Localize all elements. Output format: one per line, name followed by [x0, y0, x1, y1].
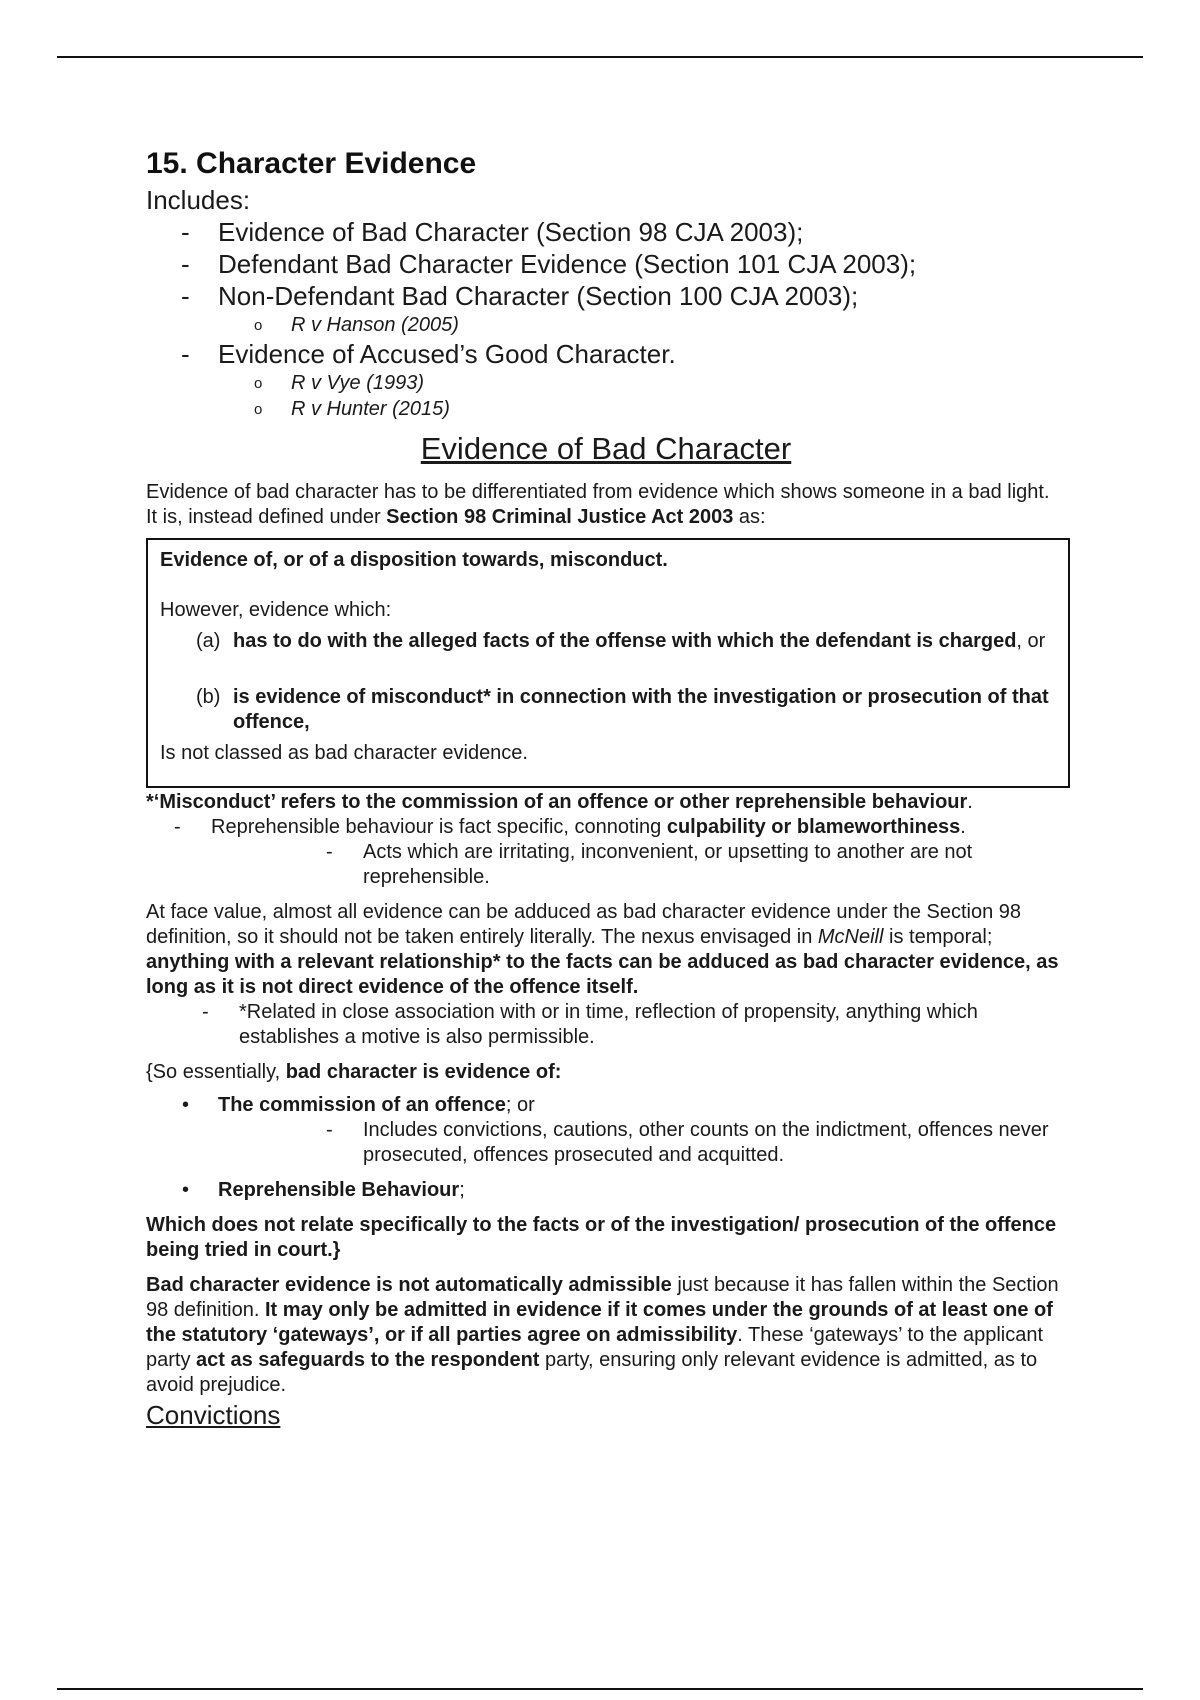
intro-text: Evidence of bad character has to be differentiated from evidence which shows someone in a bad light. It is, instead defined under [146, 481, 1050, 528]
admissibility-bold: Bad character evidence is not automatically admissible [146, 1274, 672, 1296]
admissibility-text: just because it has fallen within the Section 98 definition. [146, 1274, 1059, 1321]
relevance-note: - *Related in close association with or in time, reflection of propensity, anything which establishes a motive is also permissible. [146, 1000, 1066, 1050]
item-label: (a) [196, 630, 221, 652]
point-end: . [960, 816, 966, 838]
admissibility-text: party, ensuring only relevant evidence is admitted, as to avoid prejudice. [146, 1349, 1038, 1396]
case-citation: o R v Hanson (2005) [146, 312, 1066, 338]
essentially-paragraph [146, 1060, 1066, 1085]
includes-list [146, 216, 1066, 312]
include-item [146, 248, 1066, 280]
box-closing: Is not classed as bad character evidence. [160, 742, 528, 764]
intro-paragraph [146, 480, 1066, 530]
however-text: However, evidence which: [160, 599, 392, 621]
point-text: Reprehensible behaviour is fact specific, connoting [211, 816, 667, 838]
intro-statute: Section 98 Criminal Justice Act 2003 [386, 506, 734, 528]
include-item-text: Non-Defendant Bad Character (Section 100 CJA 2003); [218, 281, 859, 311]
point-bold: culpability or blameworthiness [666, 816, 961, 838]
face-value-paragraph [146, 900, 1066, 1000]
misconduct-definition [146, 790, 1066, 815]
convictions-heading: Convictions [146, 1400, 281, 1430]
exception-item-a [160, 629, 1056, 654]
bullet-subpoint: - Includes convictions, cautions, other counts on the indictment, offences never prosecuted, offences prosecuted and acquitted. [146, 1118, 1066, 1168]
misconduct-subpoint: - Acts which are irritating, inconvenient, or upsetting to another are not reprehensible. [146, 840, 1066, 890]
case-name: McNeill [817, 926, 884, 948]
include-item-text: Defendant Bad Character Evidence (Section 101 CJA 2003); [218, 249, 917, 279]
include-item [146, 338, 1066, 370]
top-rule [57, 56, 1143, 58]
definition-box [146, 538, 1070, 788]
item-bold-text: has to do with the alleged facts of the offense with which the defendant is charged [233, 630, 1017, 652]
item-label: (b) [196, 686, 221, 708]
intro-end: as: [733, 506, 766, 528]
bottom-rule [57, 1688, 1143, 1690]
page-title: 15. Character Evidence [146, 147, 477, 180]
essentially-bold: bad character is evidence of: [285, 1061, 562, 1083]
includes-list [146, 338, 1066, 370]
admissibility-text: . These ‘gateways’ to the applicant party [146, 1324, 1044, 1371]
definition-text: Evidence of, or of a disposition towards, misconduct. [160, 549, 668, 571]
bullet-end: ; or [505, 1094, 535, 1116]
bullet-end: ; [459, 1179, 465, 1201]
include-item-text: Evidence of Accused’s Good Character. [218, 339, 676, 369]
section-heading: Evidence of Bad Character [420, 431, 792, 466]
case-citation: o R v Hunter (2015) [146, 396, 1066, 422]
bullet-bold: Reprehensible Behaviour [218, 1179, 460, 1201]
admissibility-bold: It may only be admitted in evidence if it comes under the grounds of at least one of the statutory ‘gateways’, or if all parties agree on admissibility [146, 1299, 1053, 1346]
essentially-text: {So essentially, [146, 1061, 286, 1083]
bullet-item [146, 1178, 1066, 1203]
case-list [146, 312, 1066, 338]
exception-item-b [160, 685, 1056, 735]
essentially-closing [146, 1213, 1066, 1263]
misconduct-end: . [967, 791, 973, 813]
admissibility-paragraph [146, 1273, 1066, 1398]
item-end-text: , or [1016, 630, 1046, 652]
bullet-item [146, 1093, 1066, 1118]
include-item [146, 216, 1066, 248]
face-value-bold: anything with a relevant relationship* to the facts can be adduced as bad character evidence, as long as it is not direct evidence of the offence itself. [146, 951, 1059, 998]
face-value-text: At face value, almost all evidence can be adduced as bad character evidence under the Section 98 definition, so it should not be taken entirely literally. The nexus envisaged in [146, 901, 1022, 948]
case-citation: o R v Vye (1993) [146, 370, 1066, 396]
bullet-bold: The commission of an offence [218, 1094, 506, 1116]
closing-bold: Which does not relate specifically to the facts or of the investigation/ prosecution of the offence being tried in court.} [146, 1214, 1057, 1261]
includes-label: Includes: [146, 185, 251, 215]
face-value-mid: is temporal; [883, 926, 993, 948]
item-bold-text: is evidence of misconduct* in connection with the investigation or prosecution of that offence, [233, 686, 1049, 733]
misconduct-bold: *‘Misconduct’ refers to the commission of an offence or other reprehensible behaviour [146, 791, 968, 813]
admissibility-bold: act as safeguards to the respondent [196, 1349, 540, 1371]
include-item-text: Evidence of Bad Character (Section 98 CJA 2003); [218, 217, 804, 247]
case-list [146, 370, 1066, 422]
misconduct-point [146, 815, 1066, 840]
document-page [146, 146, 1066, 1430]
include-item [146, 280, 1066, 312]
